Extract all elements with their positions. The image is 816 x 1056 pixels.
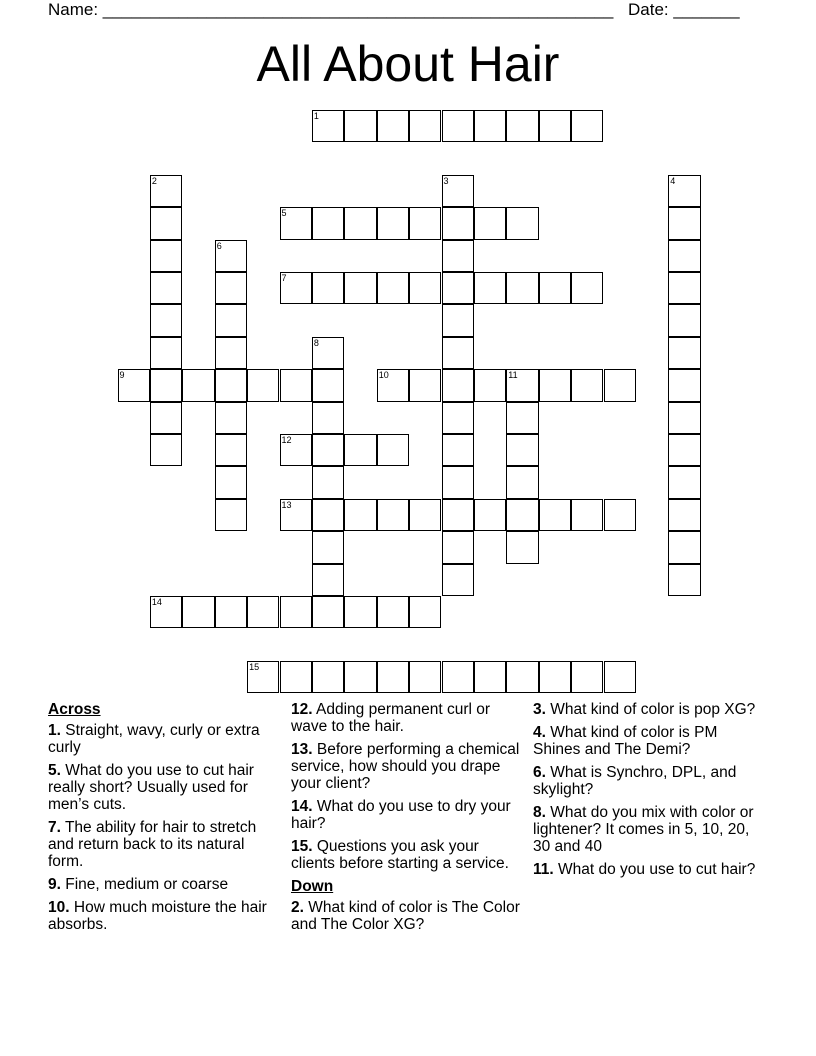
grid-cell[interactable] — [182, 369, 214, 401]
across-heading: Across — [48, 701, 101, 718]
grid-cell[interactable] — [442, 337, 474, 369]
grid-cell[interactable] — [539, 369, 571, 401]
grid-cell[interactable] — [280, 596, 312, 628]
clues-column-3 — [533, 701, 768, 884]
grid-cell[interactable] — [377, 272, 409, 304]
grid-cell[interactable] — [215, 240, 247, 272]
grid-cell[interactable] — [409, 207, 441, 239]
grid-cell[interactable] — [474, 661, 506, 693]
grid-cell[interactable] — [312, 337, 344, 369]
grid-cell[interactable] — [312, 369, 344, 401]
grid-cell[interactable] — [215, 304, 247, 336]
grid-cell[interactable] — [150, 175, 182, 207]
clue-number: 6 — [216, 240, 222, 251]
grid-cell[interactable] — [312, 272, 344, 304]
clues-column-1 — [48, 701, 276, 939]
grid-cell[interactable] — [506, 434, 538, 466]
grid-cell[interactable] — [312, 661, 344, 693]
grid-cell[interactable] — [506, 466, 538, 498]
grid-cell[interactable] — [474, 272, 506, 304]
grid-cell[interactable] — [442, 304, 474, 336]
grid-cell[interactable] — [377, 369, 409, 401]
clue-down-4: 4. What kind of color is PM Shines and The Demi? — [533, 724, 718, 758]
grid-cell[interactable] — [150, 369, 182, 401]
grid-cell[interactable] — [377, 207, 409, 239]
grid-cell[interactable] — [150, 596, 182, 628]
grid-cell[interactable] — [668, 240, 700, 272]
grid-cell[interactable] — [344, 207, 376, 239]
grid-cell[interactable] — [377, 661, 409, 693]
grid-cell[interactable] — [344, 499, 376, 531]
clue-number: 8 — [313, 337, 319, 348]
grid-cell[interactable] — [377, 110, 409, 142]
grid-cell[interactable] — [539, 661, 571, 693]
clue-number: 10 — [378, 370, 389, 381]
clue-across-14: 14. What do you use to dry your hair? — [291, 798, 511, 832]
grid-cell[interactable] — [668, 434, 700, 466]
grid-cell[interactable] — [150, 337, 182, 369]
clue-number: 13 — [281, 499, 292, 510]
clue-down-8: 8. What do you mix with color or lightener? It comes in 5, 10, 20, 30 and 40 — [533, 804, 754, 855]
grid-cell[interactable] — [539, 499, 571, 531]
grid-cell[interactable] — [280, 661, 312, 693]
clue-number: 12 — [281, 435, 292, 445]
clue-down-6: 6. What is Synchro, DPL, and skylight? — [533, 764, 737, 798]
grid-cell[interactable] — [344, 110, 376, 142]
grid-cell[interactable] — [312, 402, 344, 434]
grid-cell[interactable] — [571, 272, 603, 304]
grid-cell[interactable] — [377, 596, 409, 628]
clue-across-13: 13. Before performing a chemical service, how should you drape your client? — [291, 741, 520, 792]
grid-cell[interactable] — [442, 240, 474, 272]
grid-cell[interactable] — [247, 661, 279, 693]
grid-cell[interactable] — [344, 661, 376, 693]
clue-number: 15 — [249, 661, 260, 672]
grid-cell[interactable] — [215, 272, 247, 304]
clue-across-12: 12. Adding permanent curl or wave to the hair. — [291, 701, 491, 735]
grid-cell[interactable] — [280, 207, 312, 239]
clue-across-9: 9. Fine, medium or coarse — [48, 876, 229, 893]
grid-cell[interactable] — [247, 369, 279, 401]
clue-across-7: 7. The ability for hair to stretch and return back to its natural form. — [48, 819, 257, 870]
grid-cell[interactable] — [571, 110, 603, 142]
grid-cell[interactable] — [344, 596, 376, 628]
grid-cell[interactable] — [215, 466, 247, 498]
grid-cell[interactable] — [539, 272, 571, 304]
grid-cell[interactable] — [442, 661, 474, 693]
grid-cell[interactable] — [377, 434, 409, 466]
clue-across-1: 1. Straight, wavy, curly or extra curly — [48, 722, 260, 756]
grid-cell[interactable] — [215, 499, 247, 531]
grid-cell[interactable] — [668, 272, 700, 304]
grid-cell[interactable] — [215, 337, 247, 369]
grid-cell[interactable] — [312, 596, 344, 628]
grid-cell[interactable] — [409, 596, 441, 628]
page-title: All About Hair — [256, 36, 560, 92]
grid-cell[interactable] — [312, 110, 344, 142]
grid-cell[interactable] — [215, 402, 247, 434]
grid-cell[interactable] — [442, 466, 474, 498]
grid-cell[interactable] — [668, 175, 700, 207]
grid-cell[interactable] — [474, 207, 506, 239]
clue-across-5: 5. What do you use to cut hair really short? Usually used for men’s cuts. — [48, 762, 254, 813]
grid-cell[interactable] — [280, 369, 312, 401]
grid-cell[interactable] — [474, 369, 506, 401]
clue-number: 11 — [508, 370, 518, 381]
grid-cell[interactable] — [150, 272, 182, 304]
header — [48, 0, 768, 20]
grid-cell[interactable] — [668, 402, 700, 434]
clue-across-10: 10. How much moisture the hair absorbs. — [48, 899, 267, 933]
clue-down-2: 2. What kind of color is The Color and The Color XG? — [291, 899, 520, 933]
grid-cell[interactable] — [474, 110, 506, 142]
grid-cell[interactable] — [506, 531, 538, 563]
grid-cell[interactable] — [442, 175, 474, 207]
clue-number: 5 — [281, 208, 287, 219]
grid-cell[interactable] — [280, 499, 312, 531]
grid-cell[interactable] — [312, 531, 344, 563]
grid-cell[interactable] — [215, 596, 247, 628]
grid-cell[interactable] — [442, 564, 474, 596]
clue-number: 1 — [313, 111, 319, 121]
clue-number: 3 — [443, 175, 449, 186]
grid-cell[interactable] — [215, 434, 247, 466]
grid-cell[interactable] — [247, 596, 279, 628]
grid-cell[interactable] — [280, 434, 312, 466]
grid-cell[interactable] — [312, 207, 344, 239]
grid-cell[interactable] — [312, 434, 344, 466]
grid-cell[interactable] — [668, 207, 700, 239]
down-heading: Down — [291, 878, 334, 895]
grid-cell[interactable] — [571, 499, 603, 531]
grid-cell[interactable] — [668, 337, 700, 369]
grid-cell[interactable] — [668, 564, 700, 596]
grid-cell[interactable] — [506, 272, 538, 304]
grid-cell[interactable] — [506, 207, 538, 239]
clue-down-3: 3. What kind of color is pop XG? — [533, 701, 756, 718]
grid-cell[interactable] — [377, 499, 409, 531]
grid-cell[interactable] — [150, 207, 182, 239]
clues-column-2 — [291, 701, 523, 939]
grid-cell[interactable] — [312, 564, 344, 596]
clue-number: 14 — [151, 597, 162, 607]
grid-cell[interactable] — [118, 369, 150, 401]
grid-cell[interactable] — [474, 499, 506, 531]
grid-cell[interactable] — [506, 369, 538, 401]
clue-number: 4 — [670, 175, 676, 186]
grid-cell[interactable] — [280, 272, 312, 304]
grid-cell[interactable] — [668, 304, 700, 336]
grid-cell[interactable] — [442, 207, 474, 239]
grid-cell[interactable] — [442, 402, 474, 434]
grid-cell[interactable] — [182, 596, 214, 628]
grid-cell[interactable] — [604, 499, 636, 531]
grid-cell[interactable] — [409, 272, 441, 304]
grid-cell[interactable] — [506, 661, 538, 693]
name-field[interactable]: Name: ______________________________________________________ — [48, 0, 614, 19]
grid-cell[interactable] — [409, 661, 441, 693]
grid-cell[interactable] — [442, 369, 474, 401]
grid-cell[interactable] — [215, 369, 247, 401]
date-field[interactable]: Date: _______ — [628, 0, 740, 19]
grid-cell[interactable] — [442, 110, 474, 142]
grid-cell[interactable] — [571, 369, 603, 401]
grid-cell[interactable] — [442, 434, 474, 466]
grid-cell[interactable] — [442, 531, 474, 563]
clue-number: 9 — [119, 370, 125, 381]
grid-cell[interactable] — [409, 499, 441, 531]
grid-cell[interactable] — [344, 272, 376, 304]
grid-cell[interactable] — [150, 434, 182, 466]
clue-down-11: 11. What do you use to cut hair? — [533, 861, 756, 878]
grid-cell[interactable] — [571, 661, 603, 693]
grid-cell[interactable] — [539, 110, 571, 142]
grid-cell[interactable] — [150, 402, 182, 434]
grid-cell[interactable] — [150, 304, 182, 336]
grid-cell[interactable] — [344, 434, 376, 466]
grid-cell[interactable] — [668, 531, 700, 563]
grid-cell[interactable] — [506, 402, 538, 434]
grid-cell[interactable] — [506, 110, 538, 142]
grid-cell[interactable] — [409, 369, 441, 401]
grid-cell[interactable] — [668, 369, 700, 401]
clue-number: 2 — [151, 175, 157, 186]
grid-cell[interactable] — [442, 272, 474, 304]
grid-cell[interactable] — [604, 369, 636, 401]
clue-number: 7 — [281, 273, 287, 283]
grid-cell[interactable] — [312, 466, 344, 498]
grid-cell[interactable] — [442, 499, 474, 531]
grid-cell[interactable] — [668, 466, 700, 498]
grid-cell[interactable] — [150, 240, 182, 272]
grid-cell[interactable] — [668, 499, 700, 531]
grid-cell[interactable] — [312, 499, 344, 531]
grid-cell[interactable] — [604, 661, 636, 693]
clue-across-15: 15. Questions you ask your clients before starting a service. — [291, 838, 509, 872]
grid-cell[interactable] — [506, 499, 538, 531]
grid-cell[interactable] — [409, 110, 441, 142]
